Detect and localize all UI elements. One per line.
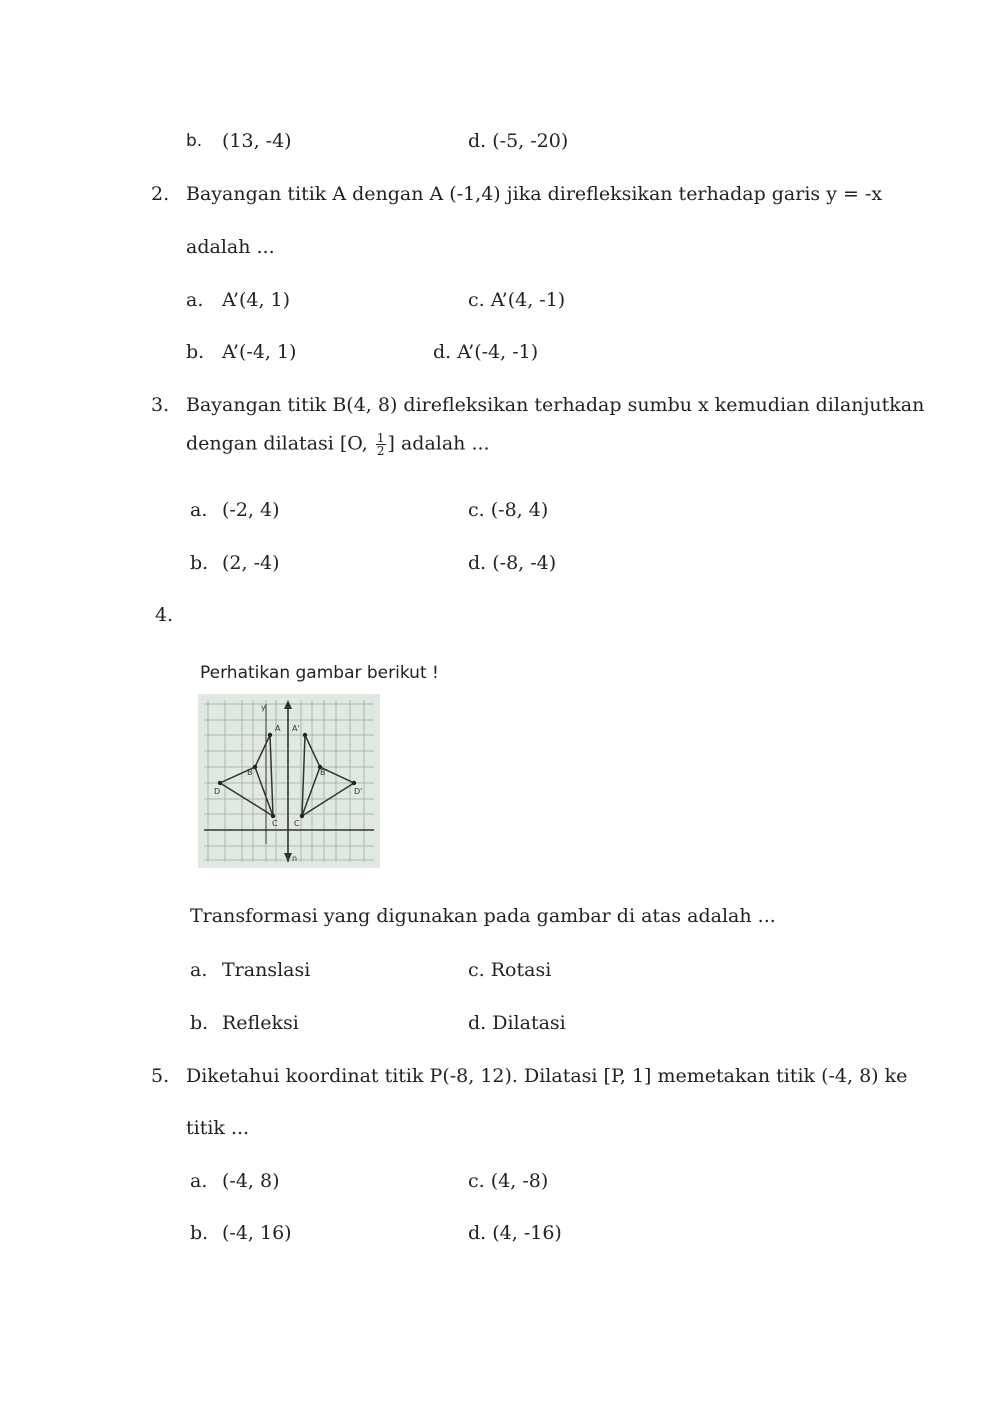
q3-fraction-numerator: 1 — [376, 431, 385, 445]
q4-option-d — [468, 1012, 566, 1034]
label-B: B — [247, 768, 253, 777]
label-D: D — [214, 787, 221, 796]
q2-text-line2: adalah ... — [186, 236, 275, 258]
q1-option-d-letter: d. — [468, 130, 487, 152]
q2-option-d — [433, 341, 538, 363]
q2-option-a: A’(4, 1) — [222, 289, 291, 311]
q5-option-b-letter: b. — [190, 1222, 209, 1244]
q3-fraction-denominator: 2 — [376, 444, 385, 458]
q5-option-c-letter: c. — [468, 1170, 485, 1192]
label-A: A — [275, 724, 281, 733]
q4-option-d-text: Dilatasi — [492, 1012, 566, 1034]
label-n-axis: n — [292, 854, 298, 863]
q5-option-a: (-4, 8) — [222, 1170, 280, 1192]
q3-text-line1: Bayangan titik B(4, 8) direfleksikan terhadap sumbu x kemudian dilanjutkan — [186, 394, 925, 416]
q4-intro: Perhatikan gambar berikut ! — [200, 663, 439, 683]
q5-text-line2: titik ... — [186, 1117, 250, 1139]
q1-option-b: (13, -4) — [222, 130, 292, 152]
q2-number: 2. — [151, 183, 170, 205]
q5-option-c — [468, 1170, 548, 1192]
q4-reflection-figure — [198, 694, 380, 868]
q5-option-b: (-4, 16) — [222, 1222, 292, 1244]
q2-option-d-text: A’(-4, -1) — [457, 341, 539, 363]
q4-option-a: Translasi — [222, 959, 311, 981]
q3-option-d-letter: d. — [468, 552, 487, 574]
q4-option-d-letter: d. — [468, 1012, 487, 1034]
q3-line2-post: ] adalah ... — [387, 432, 490, 455]
q3-option-b: (2, -4) — [222, 552, 280, 574]
q5-option-d-text: (4, -16) — [492, 1222, 562, 1244]
q3-option-a: (-2, 4) — [222, 499, 280, 521]
q3-option-b-letter: b. — [190, 552, 209, 574]
q2-option-c-letter: c. — [468, 289, 485, 311]
q4-option-c-letter: c. — [468, 959, 485, 981]
q4-option-b: Refleksi — [222, 1012, 299, 1034]
q2-option-c — [468, 289, 565, 311]
label-C-prime: C — [294, 819, 300, 828]
q5-number: 5. — [151, 1065, 170, 1087]
q5-option-d-letter: d. — [468, 1222, 487, 1244]
q3-option-c-text: (-8, 4) — [490, 499, 549, 521]
q4-option-a-letter: a. — [190, 959, 208, 981]
label-y-axis: y — [261, 703, 266, 712]
q2-option-b-letter: b. — [186, 341, 205, 363]
q2-text-line1: Bayangan titik A dengan A (-1,4) jika direfleksikan terhadap garis y = -x — [186, 183, 883, 205]
label-C: C — [272, 819, 278, 828]
q4-option-c — [468, 959, 551, 981]
q2-option-c-text: A’(4, -1) — [490, 289, 566, 311]
q3-number: 3. — [151, 394, 170, 416]
q5-option-d — [468, 1222, 562, 1244]
label-B-prime: B' — [320, 768, 328, 777]
q5-text-line1: Diketahui koordinat titik P(-8, 12). Dilatasi [P, 1] memetakan titik (-4, 8) ke — [186, 1065, 908, 1087]
q3-option-d-text: (-8, -4) — [492, 552, 557, 574]
q3-fraction — [376, 432, 386, 457]
q3-option-a-letter: a. — [190, 499, 208, 521]
q2-option-b: A’(-4, 1) — [222, 341, 297, 363]
q2-option-d-letter: d. — [433, 341, 452, 363]
q3-option-d — [468, 552, 556, 574]
label-D-prime: D' — [354, 787, 363, 796]
q4-question: Transformasi yang digunakan pada gambar di atas adalah ... — [190, 905, 776, 927]
q2-option-a-letter: a. — [186, 289, 204, 311]
q4-number: 4. — [155, 604, 174, 626]
q3-text-line2 — [186, 432, 490, 457]
q1-option-b-letter: b. — [186, 131, 203, 151]
label-A-prime: A' — [292, 724, 300, 733]
q1-option-d-text: (-5, -20) — [492, 130, 569, 152]
q4-option-b-letter: b. — [190, 1012, 209, 1034]
q5-option-c-text: (4, -8) — [490, 1170, 549, 1192]
q5-option-a-letter: a. — [190, 1170, 208, 1192]
q3-option-c — [468, 499, 548, 521]
q4-option-c-text: Rotasi — [490, 959, 552, 981]
q1-option-d — [468, 130, 568, 152]
q3-option-c-letter: c. — [468, 499, 485, 521]
q3-line2-pre: dengan dilatasi [O, — [186, 432, 368, 455]
